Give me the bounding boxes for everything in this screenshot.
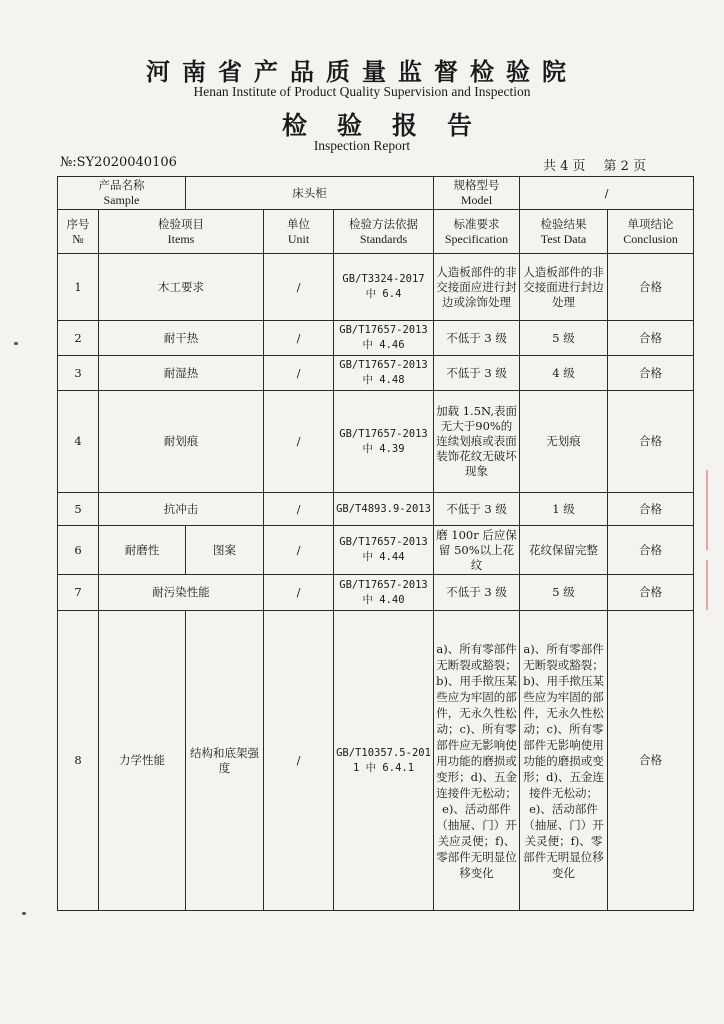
table-row (58, 391, 694, 493)
row-standard: GB/T10357.5-2011 中 6.4.1 (334, 611, 434, 911)
page-info (543, 155, 646, 174)
row-item: 耐污染性能 (99, 575, 264, 611)
row-spec: 不低于 3 级 (434, 493, 520, 526)
punch-mark (14, 342, 18, 345)
row-spec: 加载 1.5N,表面无大于90%的连续划痕或表面装饰花纹无破坏现象 (434, 391, 520, 493)
row-conclusion: 合格 (608, 356, 694, 391)
row-spec: 不低于 3 级 (434, 356, 520, 391)
row-no: 3 (58, 356, 99, 391)
row-subitem: 结构和底架强度 (186, 611, 264, 911)
row-conclusion: 合格 (608, 575, 694, 611)
row-item: 耐划痕 (99, 391, 264, 493)
table-row (58, 526, 694, 575)
row-item: 耐磨性 (99, 526, 186, 575)
row-standard: GB/T17657-2013 中 4.48 (334, 356, 434, 391)
table-row (58, 493, 694, 526)
current-page: 第 2 页 (603, 159, 647, 174)
row-standard: GB/T4893.9-2013 (334, 493, 434, 526)
header-items: 检验项目 Items (99, 210, 264, 254)
report-number: №:SY2020040106 (60, 155, 177, 170)
header-conclusion: 单项结论 Conclusion (608, 210, 694, 254)
header-unit: 单位 Unit (264, 210, 334, 254)
row-no: 5 (58, 493, 99, 526)
model-label: 规格型号 Model (434, 177, 520, 210)
header-specification: 标准要求 Specification (434, 210, 520, 254)
row-spec: 不低于 3 级 (434, 575, 520, 611)
row-conclusion: 合格 (608, 526, 694, 575)
row-item: 耐湿热 (99, 356, 264, 391)
product-name-label: 产品名称 Sample (58, 177, 186, 210)
row-conclusion: 合格 (608, 611, 694, 911)
header-no: 序号 № (58, 210, 99, 254)
row-unit: / (264, 321, 334, 356)
row-spec: 不低于 3 级 (434, 321, 520, 356)
row-standard: GB/T17657-2013 中 4.40 (334, 575, 434, 611)
row-standard: GB/T17657-2013 中 4.39 (334, 391, 434, 493)
table-row (58, 254, 694, 321)
row-unit: / (264, 575, 334, 611)
row-standard: GB/T3324-2017 中 6.4 (334, 254, 434, 321)
row-result: 1 级 (520, 493, 608, 526)
row-result: 花纹保留完整 (520, 526, 608, 575)
table-row (58, 575, 694, 611)
row-unit: / (264, 526, 334, 575)
row-unit: / (264, 356, 334, 391)
row-no: 8 (58, 611, 99, 911)
header-standards: 检验方法依据 Standards (334, 210, 434, 254)
row-item: 力学性能 (99, 611, 186, 911)
row-standard: GB/T17657-2013 中 4.44 (334, 526, 434, 575)
row-conclusion: 合格 (608, 391, 694, 493)
row-spec: a)、所有零部件无断裂或豁裂；b)、用手揿压某些应为牢固的部件，无永久性松动；c)、所有零部件应无影响使用功能的磨损或变形；d)、五金连接件无松动；e)、活动部件（抽屉、门）开关应灵便；f)、零部件无明显位移变化 (434, 611, 520, 911)
column-header-row (58, 210, 694, 254)
row-no: 2 (58, 321, 99, 356)
punch-mark (22, 912, 26, 915)
table-row (58, 321, 694, 356)
inspection-table (57, 176, 694, 911)
row-item: 抗冲击 (99, 493, 264, 526)
report-title-en: Inspection Report (313, 138, 411, 153)
seal-edge-top (706, 470, 722, 550)
row-conclusion: 合格 (608, 493, 694, 526)
institute-name-cn: 河南省产品质量监督检验院 (146, 57, 578, 86)
row-no: 6 (58, 526, 99, 575)
report-title-cn: 检验报告 (281, 111, 502, 140)
row-result: 人造板部件的非交接面进行封边处理 (520, 254, 608, 321)
row-conclusion: 合格 (608, 254, 694, 321)
row-unit: / (264, 254, 334, 321)
row-item: 耐干热 (99, 321, 264, 356)
row-standard: GB/T17657-2013 中 4.46 (334, 321, 434, 356)
row-unit: / (264, 611, 334, 911)
total-pages: 共 4 页 (543, 159, 586, 174)
row-spec: 磨 100r 后应保留 50%以上花纹 (434, 526, 520, 575)
row-no: 4 (58, 391, 99, 493)
row-result: a)、所有零部件无断裂或豁裂；b)、用手揿压某些应为牢固的部件，无永久性松动；c)、所有零部件无影响使用功能的磨损或变形；d)、五金连接件无松动；e)、活动部件（抽屉、门）开关灵便；f)、零部件无明显位移变化 (520, 611, 608, 911)
row-subitem: 图案 (186, 526, 264, 575)
product-info-row (58, 177, 694, 210)
header-test-data: 检验结果 Test Data (520, 210, 608, 254)
row-unit: / (264, 391, 334, 493)
model-value: / (520, 177, 694, 210)
row-conclusion: 合格 (608, 321, 694, 356)
row-result: 5 级 (520, 575, 608, 611)
row-result: 5 级 (520, 321, 608, 356)
product-name-value: 床头柜 (186, 177, 434, 210)
row-result: 无划痕 (520, 391, 608, 493)
row-spec: 人造板部件的非交接面应进行封边或涂饰处理 (434, 254, 520, 321)
institute-name-en: Henan Institute of Product Quality Supervision and Inspection (193, 84, 531, 99)
row-no: 7 (58, 575, 99, 611)
row-unit: / (264, 493, 334, 526)
row-result: 4 级 (520, 356, 608, 391)
table-row (58, 611, 694, 911)
seal-edge-bottom (706, 560, 722, 610)
table-row (58, 356, 694, 391)
row-item: 木工要求 (99, 254, 264, 321)
row-no: 1 (58, 254, 99, 321)
